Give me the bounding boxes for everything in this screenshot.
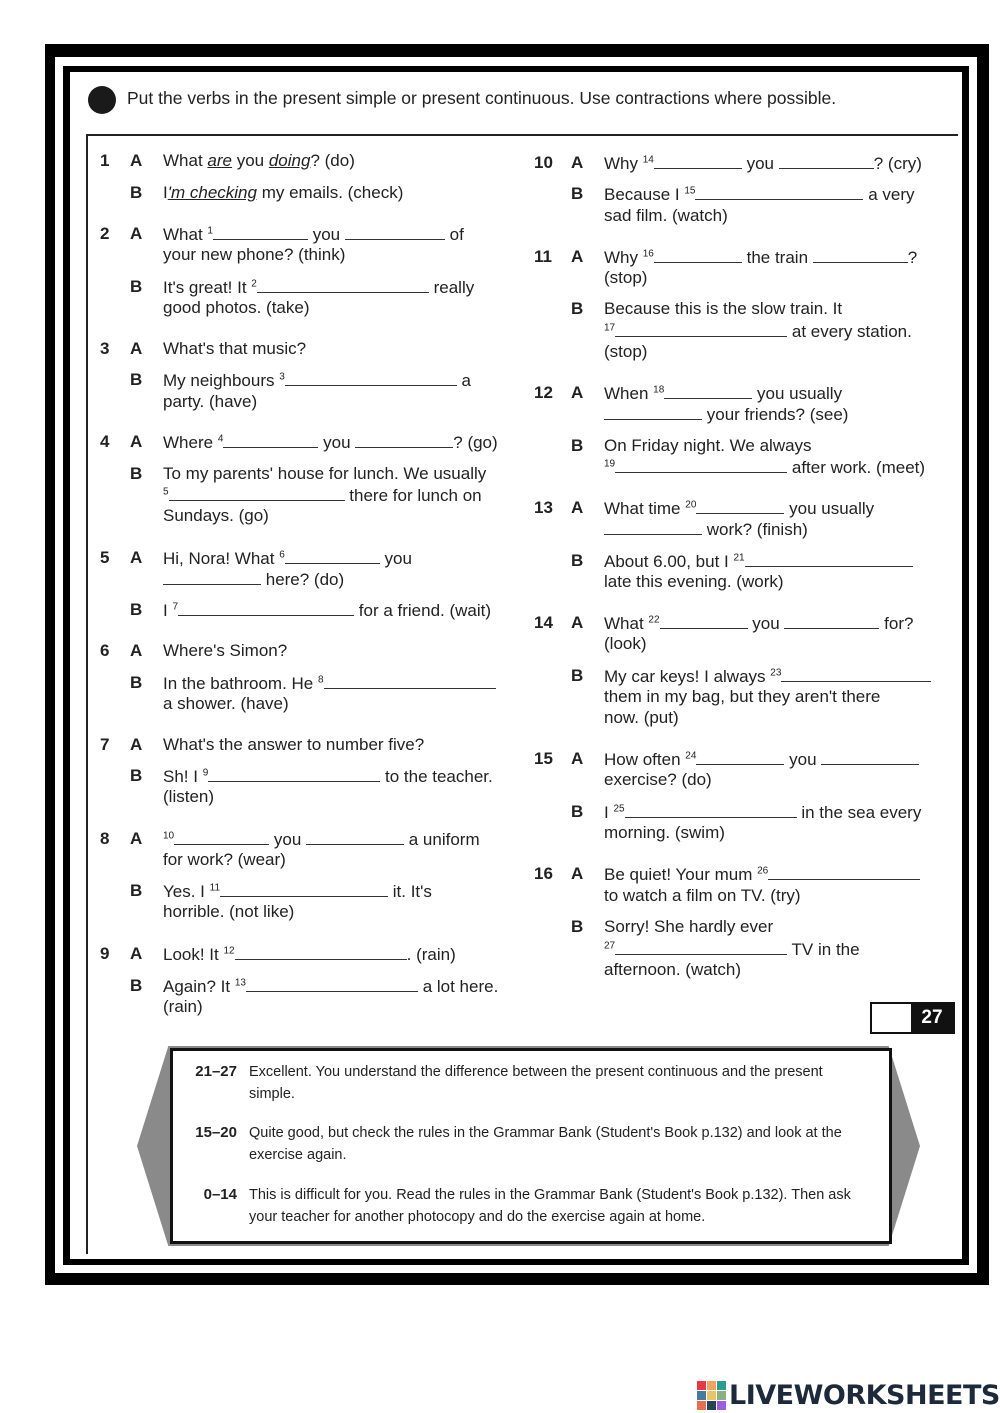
- answer-blank-23[interactable]: [781, 665, 931, 682]
- answer-blank-24[interactable]: [696, 748, 784, 765]
- answer-blank-25[interactable]: [625, 801, 797, 818]
- answer-blank-12[interactable]: [235, 943, 407, 960]
- answer-blank-7[interactable]: [178, 599, 354, 616]
- answer-blank-4[interactable]: [223, 431, 318, 448]
- score-total: 27: [911, 1004, 953, 1032]
- logo-square: [717, 1381, 726, 1390]
- feedback-score: 21–27: [195, 1063, 237, 1080]
- logo-square: [697, 1381, 706, 1390]
- answer-blank-17[interactable]: [615, 320, 787, 337]
- answer-blank-10b[interactable]: [306, 828, 404, 845]
- score-box[interactable]: [870, 1002, 955, 1034]
- logo-grid-icon: [697, 1381, 726, 1410]
- feedback-score: 0–14: [203, 1186, 237, 1203]
- logo-square: [697, 1391, 706, 1400]
- answer-blank-1[interactable]: [213, 223, 308, 240]
- answer-blank-16b[interactable]: [813, 246, 908, 263]
- answer-blank-18[interactable]: [664, 382, 752, 399]
- divider-top: [88, 134, 958, 136]
- answer-blank-27[interactable]: [615, 938, 787, 955]
- feedback-text: This is difficult for you. Read the rules in the Grammar Bank (Student's Book p.132). Then ask your teacher for another photocopy and do the exercise again at home.: [249, 1187, 851, 1225]
- answer-blank-24b[interactable]: [821, 748, 919, 765]
- answer-blank-2[interactable]: [257, 276, 429, 293]
- answer-blank-6[interactable]: [285, 547, 380, 564]
- answer-blank-8[interactable]: [324, 672, 496, 689]
- answer-blank-10[interactable]: [174, 828, 269, 845]
- feedback-score: 15–20: [195, 1124, 237, 1141]
- logo-square: [707, 1401, 716, 1410]
- instruction: Put the verbs in the present simple or present continuous. Use contractions where possible.: [127, 88, 837, 108]
- answer-blank-16[interactable]: [654, 246, 742, 263]
- answer-blank-18b[interactable]: [604, 403, 702, 420]
- feedback-panel: [170, 1048, 892, 1244]
- answer-blank-20b[interactable]: [604, 518, 702, 535]
- answer-blank-5[interactable]: [169, 484, 345, 501]
- logo-square: [717, 1391, 726, 1400]
- bullet-icon: [88, 86, 116, 114]
- answer-blank-22[interactable]: [660, 612, 748, 629]
- answer-blank-4b[interactable]: [355, 431, 453, 448]
- answer-blank-1b[interactable]: [345, 223, 445, 240]
- answer-blank-19[interactable]: [615, 456, 787, 473]
- logo-square: [717, 1401, 726, 1410]
- logo-text: LIVEWORKSHEETS: [729, 1379, 1000, 1411]
- answer-blank-26[interactable]: [768, 863, 920, 880]
- feedback-text: Excellent. You understand the difference between the present continuous and the present simple.: [249, 1064, 823, 1102]
- answer-blank-21[interactable]: [745, 550, 913, 567]
- logo-square: [707, 1381, 716, 1390]
- answer-blank-22b[interactable]: [784, 612, 879, 629]
- answer-blank-20[interactable]: [696, 497, 784, 514]
- feedback-text: Quite good, but check the rules in the Grammar Bank (Student's Book p.132) and look at the exercise again.: [249, 1125, 842, 1163]
- answer-blank-6b[interactable]: [163, 568, 261, 585]
- answer-blank-9[interactable]: [208, 765, 380, 782]
- logo-square: [697, 1401, 706, 1410]
- divider-left: [86, 134, 88, 1254]
- answer-blank-3[interactable]: [285, 369, 457, 386]
- logo-square: [707, 1391, 716, 1400]
- answer-blank-13[interactable]: [246, 975, 418, 992]
- answer-blank-14b[interactable]: [779, 152, 874, 169]
- answer-blank-15[interactable]: [695, 183, 863, 200]
- answer-blank-11[interactable]: [220, 880, 388, 897]
- liveworksheets-logo[interactable]: [697, 1378, 1000, 1412]
- answer-blank-14[interactable]: [654, 152, 742, 169]
